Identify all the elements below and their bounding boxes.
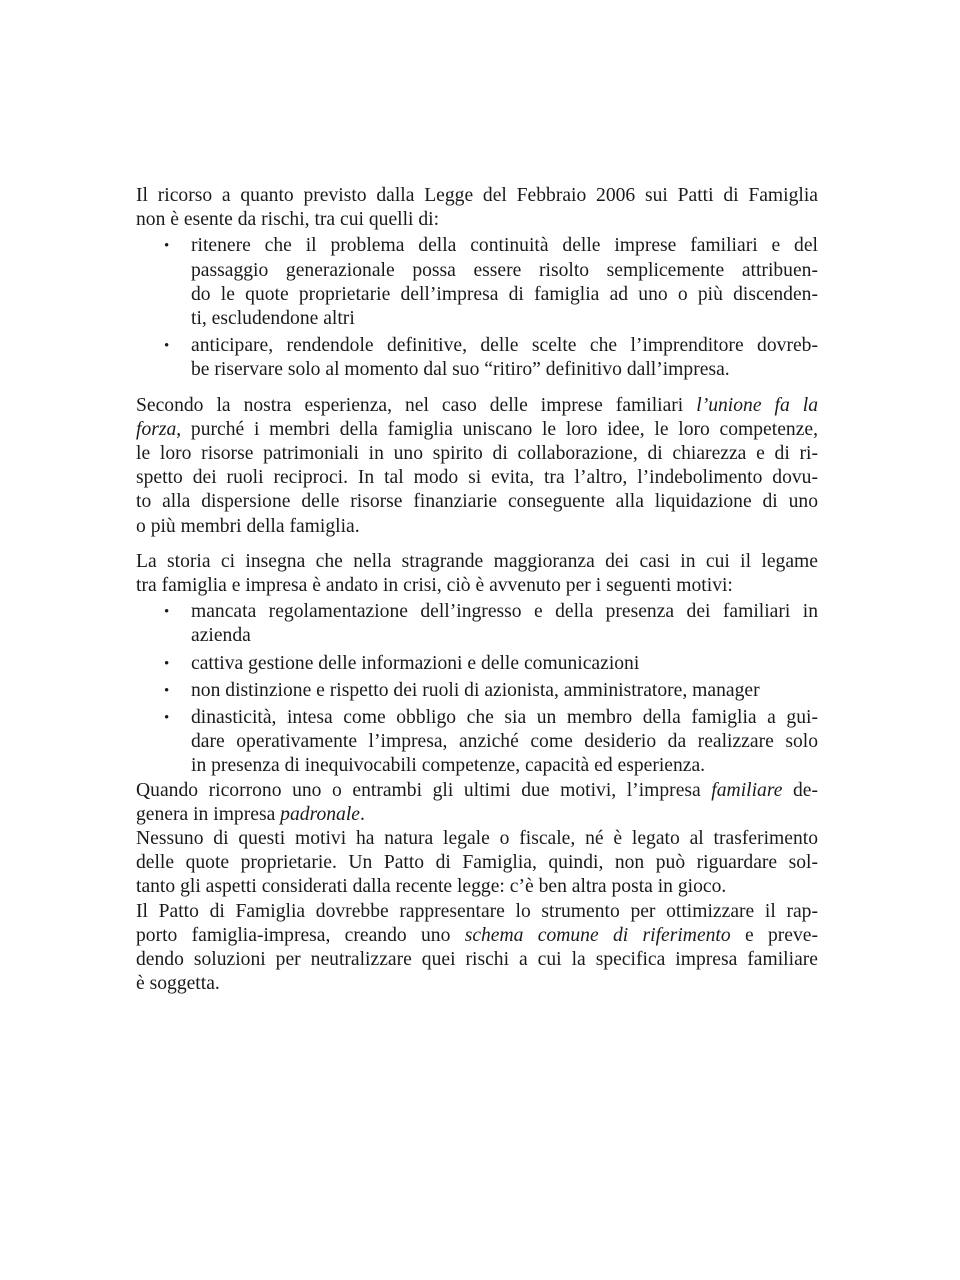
text-line: non è esente da rischi, tra cui quelli di: <box>136 209 440 231</box>
paragraph-degeneration <box>136 779 818 827</box>
text-line: Nessuno di questi motivi ha natura legale o fiscale, né è legato al trasferimento <box>136 828 818 850</box>
text-line: dinasticità, intesa come obbligo che sia un membro della famiglia a gui- <box>191 707 818 729</box>
bullet-list-motives <box>136 600 818 778</box>
italic-run: schema comune di riferimento <box>464 924 731 946</box>
text-line: dendo soluzioni per neutralizzare quei rischi a cui la specifica impresa familiare <box>136 949 818 971</box>
text-run: e preve- <box>730 924 819 946</box>
text-line: to alla dispersione delle risorse finanziarie conseguente alla liquidazione di uno <box>136 491 818 513</box>
document-body <box>136 184 818 997</box>
list-item <box>136 600 818 648</box>
text-line: ti, escludendone altri <box>191 308 355 330</box>
list-item <box>136 652 818 676</box>
text-line: mancata regolamentazione dell’ingresso e della presenza dei familiari in <box>191 601 818 623</box>
italic-run: familiare <box>711 779 783 801</box>
text-run: , purché i membri della famiglia uniscano le loro idee, le loro competenze, <box>176 418 818 440</box>
paragraph-intro <box>136 184 818 232</box>
list-item <box>136 234 818 331</box>
italic-run: forza <box>136 418 177 440</box>
text-line: azienda <box>191 625 251 647</box>
text-line: anticipare, rendendole definitive, delle scelte che l’imprenditore dovreb- <box>191 335 818 357</box>
text-run: genera in impresa <box>136 803 281 825</box>
text-line: tra famiglia e impresa è andato in crisi, ciò è avvenuto per i seguenti motivi: <box>136 575 733 597</box>
text-line: non distinzione e rispetto dei ruoli di azionista, amministratore, manager <box>191 679 760 701</box>
text-line: ritenere che il problema della continuità delle imprese familiari e del <box>191 235 818 257</box>
bullet-icon: • <box>164 682 170 699</box>
text-line: in presenza di inequivocabili competenze, capacità ed esperienza. <box>191 755 706 777</box>
bullet-list-risks <box>136 234 818 382</box>
list-item <box>136 706 818 779</box>
text-line: passaggio generazionale possa essere risolto semplicemente attribuen- <box>191 259 818 281</box>
text-line: spetto dei ruoli reciproci. In tal modo si evita, tra l’altro, l’indebolimento dovu- <box>136 467 818 489</box>
text-line: be riservare solo al momento dal suo “ritiro” definitivo dall’impresa. <box>191 359 730 381</box>
text-line <box>136 394 818 418</box>
text-line: La storia ci insegna che nella stragrande maggioranza dei casi in cui il legame <box>136 550 818 572</box>
bullet-icon: • <box>164 338 170 355</box>
paragraph-history <box>136 550 818 598</box>
text-line: cattiva gestione delle informazioni e delle comunicazioni <box>191 652 640 674</box>
bullet-icon: • <box>164 655 170 672</box>
text-run: de- <box>782 779 819 801</box>
text-run: . <box>360 803 365 825</box>
list-item <box>136 679 818 703</box>
list-item <box>136 334 818 382</box>
text-line <box>136 779 818 803</box>
italic-run: padronale <box>280 803 360 825</box>
bullet-icon: • <box>164 710 170 727</box>
text-line: è soggetta. <box>136 973 220 995</box>
text-run: porto famiglia-impresa, creando uno <box>136 924 465 946</box>
text-line <box>136 924 818 948</box>
paragraph-conclusion <box>136 900 818 997</box>
bullet-icon: • <box>164 604 170 621</box>
text-line: le loro risorse patrimoniali in uno spirito di collaborazione, di chiarezza e di ri- <box>136 443 818 465</box>
text-line: do le quote proprietarie dell’impresa di famiglia ad uno o più discenden- <box>191 283 818 305</box>
text-line: o più membri della famiglia. <box>136 515 360 537</box>
text-line: delle quote proprietarie. Un Patto di Famiglia, quindi, non può riguardare sol- <box>136 852 818 874</box>
paragraph-nature <box>136 827 818 900</box>
text-line: Il Patto di Famiglia dovrebbe rappresentare lo strumento per ottimizzare il rap- <box>136 900 818 922</box>
bullet-icon: • <box>164 238 170 255</box>
text-run: Secondo la nostra esperienza, nel caso delle imprese familiari <box>136 394 697 416</box>
text-run: Quando ricorrono uno o entrambi gli ultimi due motivi, l’impresa <box>136 779 712 801</box>
italic-run: l’unione fa la <box>696 394 818 416</box>
text-line: tanto gli aspetti considerati dalla recente legge: c’è ben altra posta in gioco. <box>136 876 727 898</box>
text-line: dare operativamente l’impresa, anziché come desiderio da realizzare solo <box>191 731 818 753</box>
text-line: Il ricorso a quanto previsto dalla Legge del Febbraio 2006 sui Patti di Famiglia <box>136 185 818 206</box>
text-line <box>136 803 818 827</box>
text-line <box>136 418 818 442</box>
paragraph-experience <box>136 394 818 539</box>
